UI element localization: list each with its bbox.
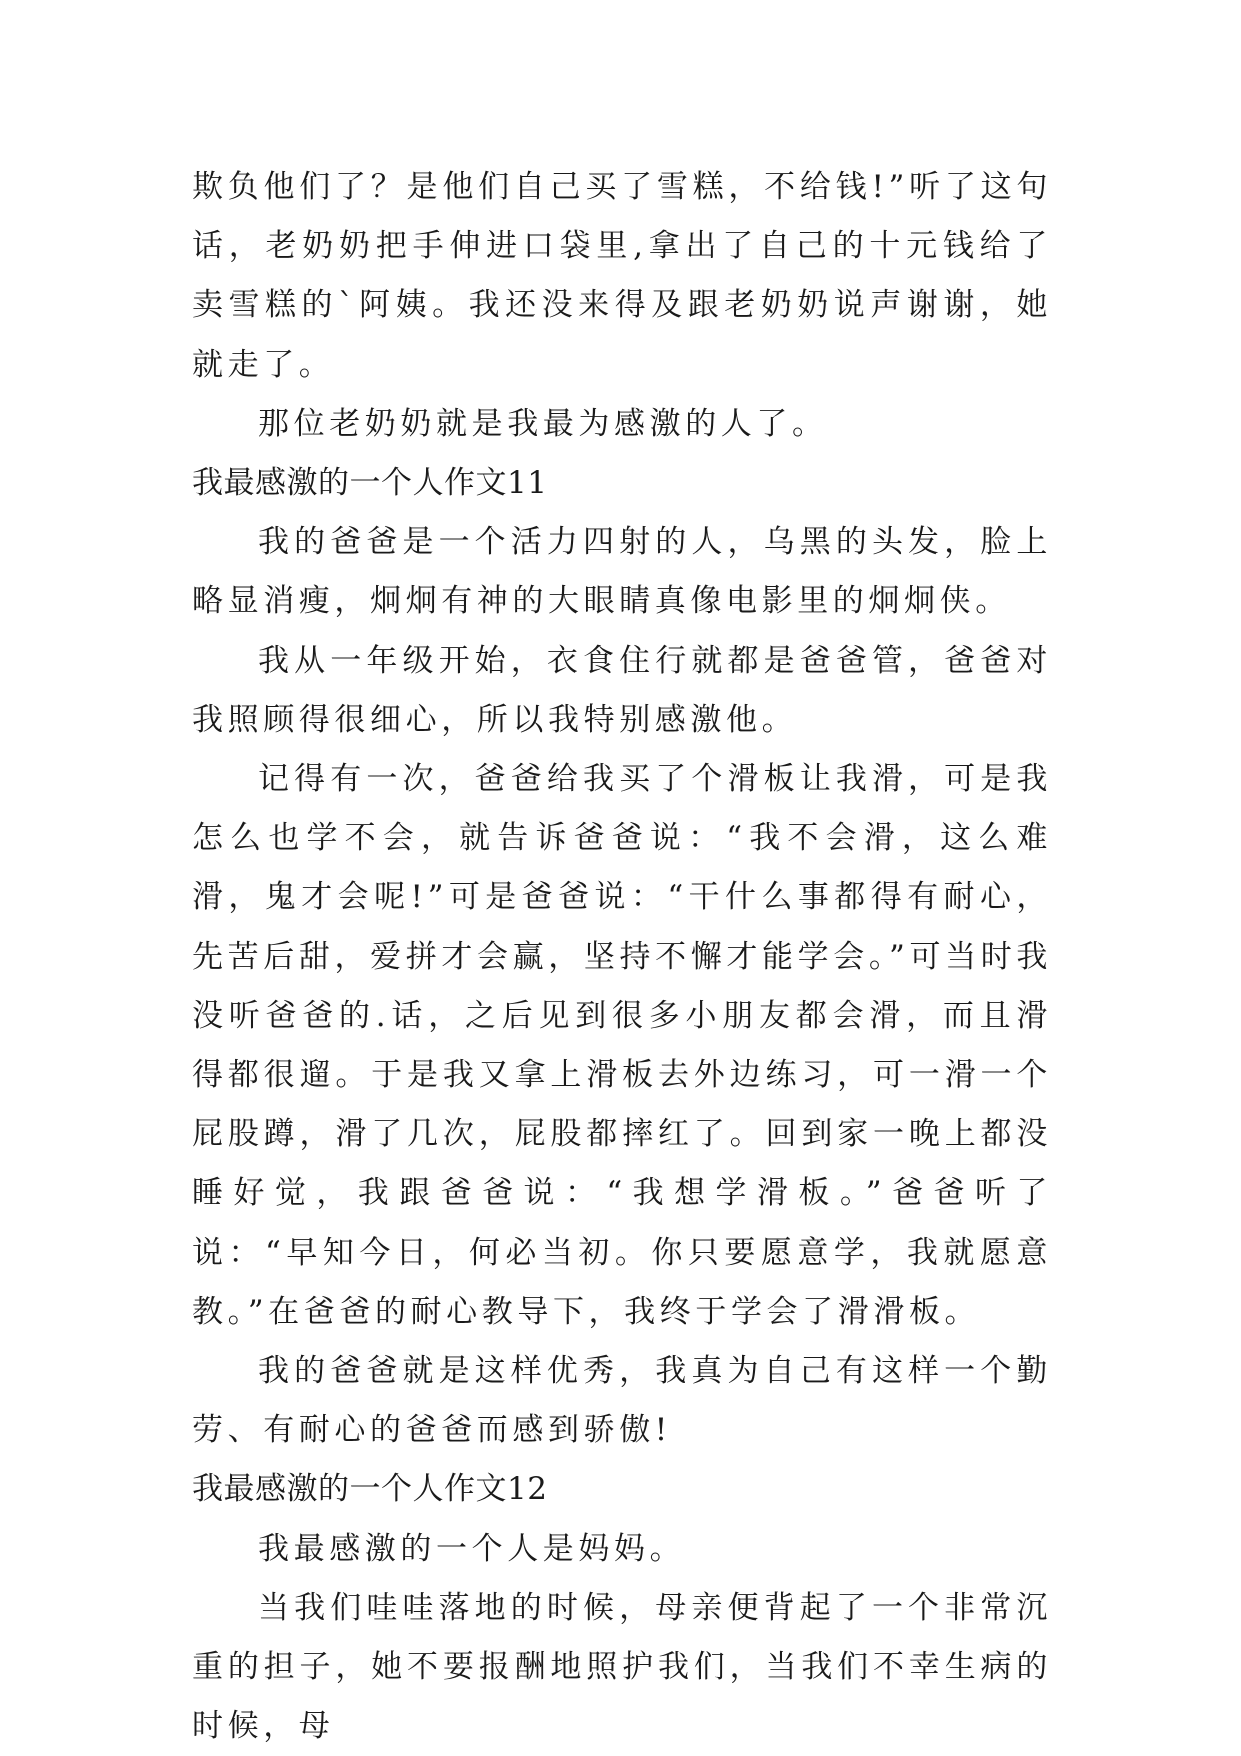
- paragraph: 我的爸爸是一个活力四射的人，乌黑的头发，脸上略显消瘦，炯炯有神的大眼睛真像电影里的炯炯侠。: [192, 524, 1052, 620]
- section-heading: 我最感激的一个人作文12: [192, 1471, 548, 1508]
- paragraph: 那位老奶奶就是我最为感激的人了。: [258, 405, 828, 442]
- paragraph: 我最感激的一个人是妈妈。: [258, 1530, 686, 1567]
- paragraph: 我的爸爸就是这样优秀，我真为自己有这样一个勤劳、有耐心的爸爸而感到骄傲!: [192, 1353, 1052, 1449]
- paragraph: 欺负他们了？是他们自己买了雪糕，不给钱!”听了这句话，老奶奶把手伸进口袋里,拿出了自己的十元钱给了卖雪糕的`阿姨。我还没来得及跟老奶奶说声谢谢，她就走了。: [192, 169, 1052, 383]
- paragraph: 我从一年级开始，衣食住行就都是爸爸管，爸爸对我照顾得很细心，所以我特别感激他。: [192, 642, 1052, 738]
- paragraph: 当我们哇哇落地的时候，母亲便背起了一个非常沉重的担子，她不要报酬地照护我们，当我们不幸生病的时候，母: [192, 1589, 1052, 1745]
- paragraph: 记得有一次，爸爸给我买了个滑板让我滑，可是我怎么也学不会，就告诉爸爸说：“我不会滑，这么难滑，鬼才会呢!”可是爸爸说：“干什么事都得有耐心，先苦后甜，爱拼才会赢，坚持不懈才能学会。”可当时我没听爸爸的.话，之后见到很多小朋友都会滑，而且滑得都很遛。于是我又拿上滑板去外边练习，可一滑一个屁股蹲，滑了几次，屁股都摔红了。回到家一晚上都没睡好觉，我跟爸爸说：“我想学滑板。”爸爸听了说：“早知今日，何必当初。你只要愿意学，我就愿意教。”在爸爸的耐心教导下，我终于学会了滑滑板。: [192, 761, 1052, 1330]
- document-page: [192, 158, 1052, 1756]
- section-heading: 我最感激的一个人作文11: [192, 465, 548, 502]
